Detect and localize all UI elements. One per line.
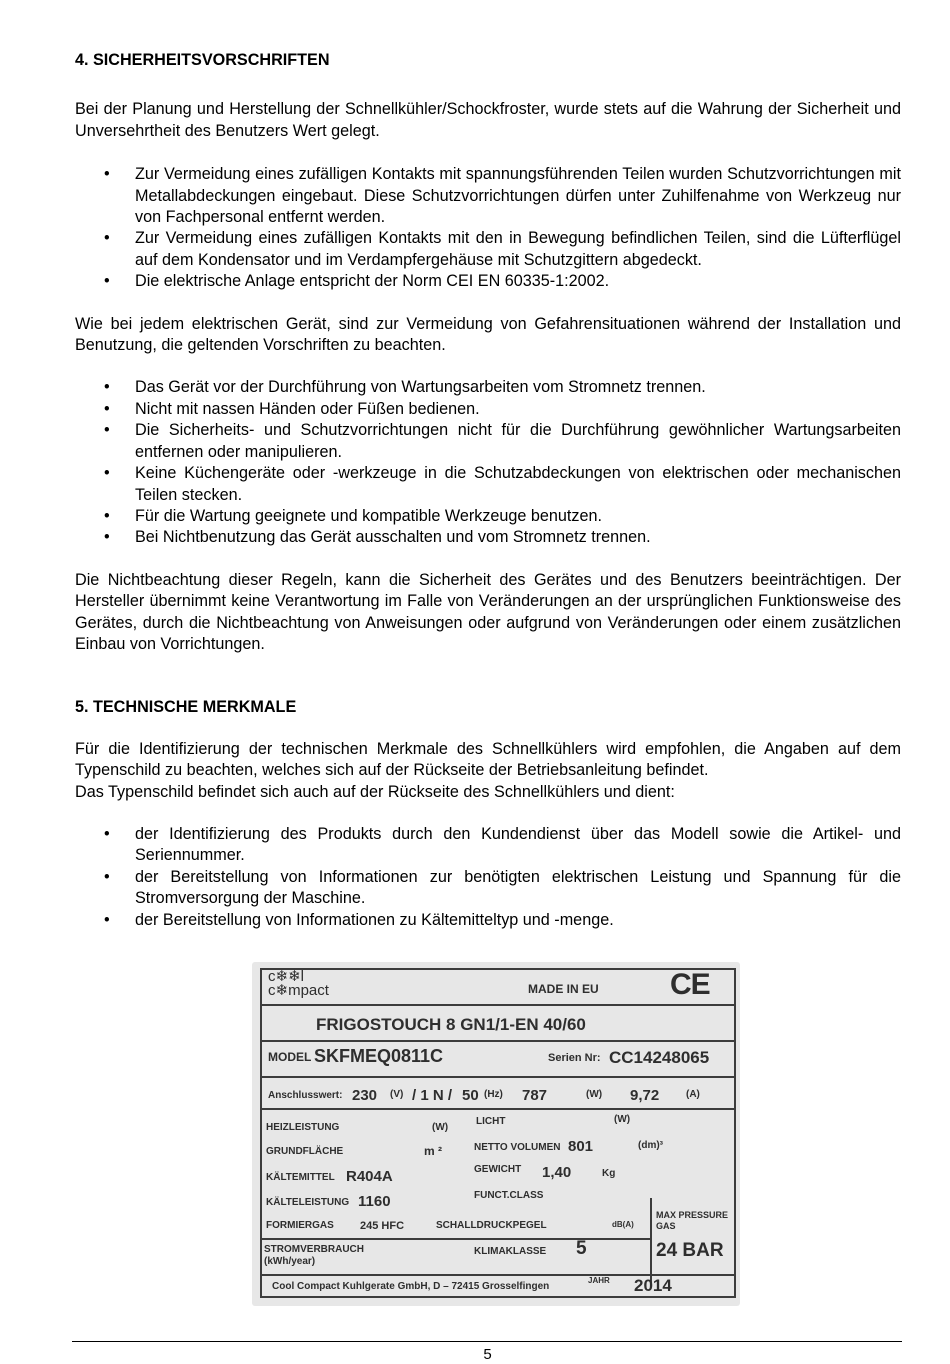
list-item: • Nicht mit nassen Händen oder Füßen bedienen. — [75, 399, 901, 420]
serial-value: CC14248065 — [609, 1048, 710, 1067]
climate-class-value: 5 — [576, 1238, 587, 1259]
model-label: MODEL — [268, 1050, 312, 1064]
safety-list-2 — [75, 377, 901, 548]
list-item: • Die elektrische Anlage entspricht der Norm CEI EN 60335-1:2002. — [75, 271, 901, 292]
section-4-paragraph-3: Die Nichtbeachtung dieser Regeln, kann die Sicherheit des Gerätes und des Benutzers beeinträchtigen. Der Hersteller übernimmt keine Verantwortung im Falle von Veränderungen an der ursprünglichen Funktionsweise des Gerätes, durch die Nichtbeachtung von Anweisungen oder aufgrund von Veränderungen oder einem zusätzlichen Einbau von Vorrichtungen. — [75, 570, 901, 653]
list-item: • Für die Wartung geeignete und kompatible Werkzeuge benutzen. — [75, 506, 901, 527]
voltage-value: 230 — [352, 1087, 378, 1104]
list-item: • Keine Küchengeräte oder -werkzeuge in die Schutzabdeckungen von elektrischen oder mechanischen Teilen stecken. — [75, 463, 901, 506]
section-5-paragraph-1: Für die Identifizierung der technischen Merkmale des Schnellkühlers wird empfohlen, die Angaben auf dem Typenschild zu beachten, welches sich auf der Rückseite der Betriebsanleitung befindet. — [75, 739, 901, 780]
list-item: • der Bereitstellung von Informationen zu Kältemitteltyp und -menge. — [75, 910, 901, 931]
list-item: • Zur Vermeidung eines zufälligen Kontakts mit den in Bewegung befindlichen Teilen, sind die Lüfterflügel auf dem Kondensator und im Verdampfergehäuse mit Schutzgittern abgedeckt. — [75, 228, 901, 271]
power-value: 787 — [522, 1087, 548, 1104]
product-name: FRIGOSTOUCH 8 GN1/1-EN 40/60 — [316, 1015, 586, 1034]
current-value: 9,72 — [630, 1087, 660, 1104]
frequency-value: 50 — [462, 1087, 479, 1104]
list-item: • der Identifizierung des Produkts durch den Kundendienst über das Modell sowie die Artikel- und Seriennummer. — [75, 824, 901, 867]
list-item: • Die Sicherheits- und Schutzvorrichtungen nicht für die Durchführung gewöhnlicher Wartungsarbeiten entfernen oder manipulieren. — [75, 420, 901, 463]
cooling-capacity-value: 1160 — [358, 1193, 391, 1210]
nameplate: c❄❄l c❄mpact MADE IN EU CE FRIGOSTOUCH 8 GN1/1-EN 40/60 MODEL SKFMEQ0811C Serien Nr: CC14248065 Anschlusswert: 230 (V) / 1 N / 50 (Hz) 787 (W) 9,72 (A) HEIZLEISTUNG (W) LICHT (W) GRUNDFLÄCHE m ² NETTO VOLUMEN 801 (dm)³ KÄLTEMITTEL R404A GEWICHT 1,40 Kg KÄLTELEISTUNG 1160 FUNCT.CLASS FORMIERGAS 245 HFC SCHALLDRUCKPEGEL dB(A) MAX PRESSURE GAS 24 BAR STROMVERBRAUCH (kWh/year) KLIMAKLASSE 5 Cool Compact Kuhlgerate GmbH, D – 72415 Grosselfingen JAHR 2014 — [252, 962, 740, 1306]
document-page — [75, 50, 901, 931]
list-item: • Das Gerät vor der Durchführung von Wartungsarbeiten vom Stromnetz trennen. — [75, 377, 901, 398]
list-item: • Bei Nichtbenutzung das Gerät ausschalten und vom Stromnetz trennen. — [75, 527, 901, 548]
list-item: • Zur Vermeidung eines zufälligen Kontakts mit spannungsführenden Teilen wurden Schutzvorrichtungen mit Metallabdeckungen eingebaut. Diese Schutzvorrichtungen dürfen unter Zuhilfenahme von Werkzeug nur von Fachpersonal entfernt werden. — [75, 164, 901, 228]
section-4-intro: Bei der Planung und Herstellung der Schnellkühler/Schockfroster, wurde stets auf die Wahrung der Sicherheit und Unversehrtheit des Benutzers Wert gelegt. — [75, 100, 901, 140]
netto-volume-value: 801 — [568, 1138, 594, 1155]
page-number: 5 — [483, 1346, 492, 1363]
max-pressure-value: 24 BAR — [656, 1240, 724, 1261]
manufacturer-address: Cool Compact Kuhlgerate GmbH, D – 72415 Grosselfingen — [272, 1281, 550, 1292]
anschluss-label: Anschlusswert: — [268, 1090, 343, 1101]
section-5-heading: 5. TECHNISCHE MERKMALE — [75, 698, 297, 717]
cool-compact-logo: c❄❄l c❄mpact — [268, 968, 329, 999]
made-in-label: MADE IN EU — [528, 982, 599, 996]
serial-label: Serien Nr: — [548, 1052, 601, 1064]
nameplate-purpose-list — [75, 824, 901, 931]
nameplate-top-frame — [260, 968, 736, 1006]
refrigerant-value: R404A — [346, 1168, 393, 1185]
phase-value: / 1 N / — [412, 1087, 453, 1104]
section-4-heading: 4. SICHERHEITSVORSCHRIFTEN — [75, 51, 330, 69]
footer-divider — [72, 1341, 902, 1342]
energy-consumption-label: STROMVERBRAUCH (kWh/year) — [264, 1244, 364, 1267]
max-pressure-label: MAX PRESSURE GAS — [656, 1210, 729, 1231]
section-4-paragraph-2: Wie bei jedem elektrischen Gerät, sind zur Vermeidung von Gefahrensituationen während der Installation und Benutzung, die geltenden Vorschriften zu beachten. — [75, 314, 901, 355]
year-value: 2014 — [634, 1276, 672, 1295]
weight-value: 1,40 — [542, 1164, 572, 1181]
ce-mark-icon: CE — [670, 968, 710, 1001]
safety-list-1 — [75, 164, 901, 292]
section-5-paragraph-2: Das Typenschild befindet sich auch auf der Rückseite des Schnellkühlers und dient: — [75, 782, 675, 801]
list-item: • der Bereitstellung von Informationen zur benötigten elektrischen Leistung und Spannung für die Stromversorgung der Maschine. — [75, 867, 901, 910]
model-value: SKFMEQ0811C — [314, 1046, 444, 1066]
